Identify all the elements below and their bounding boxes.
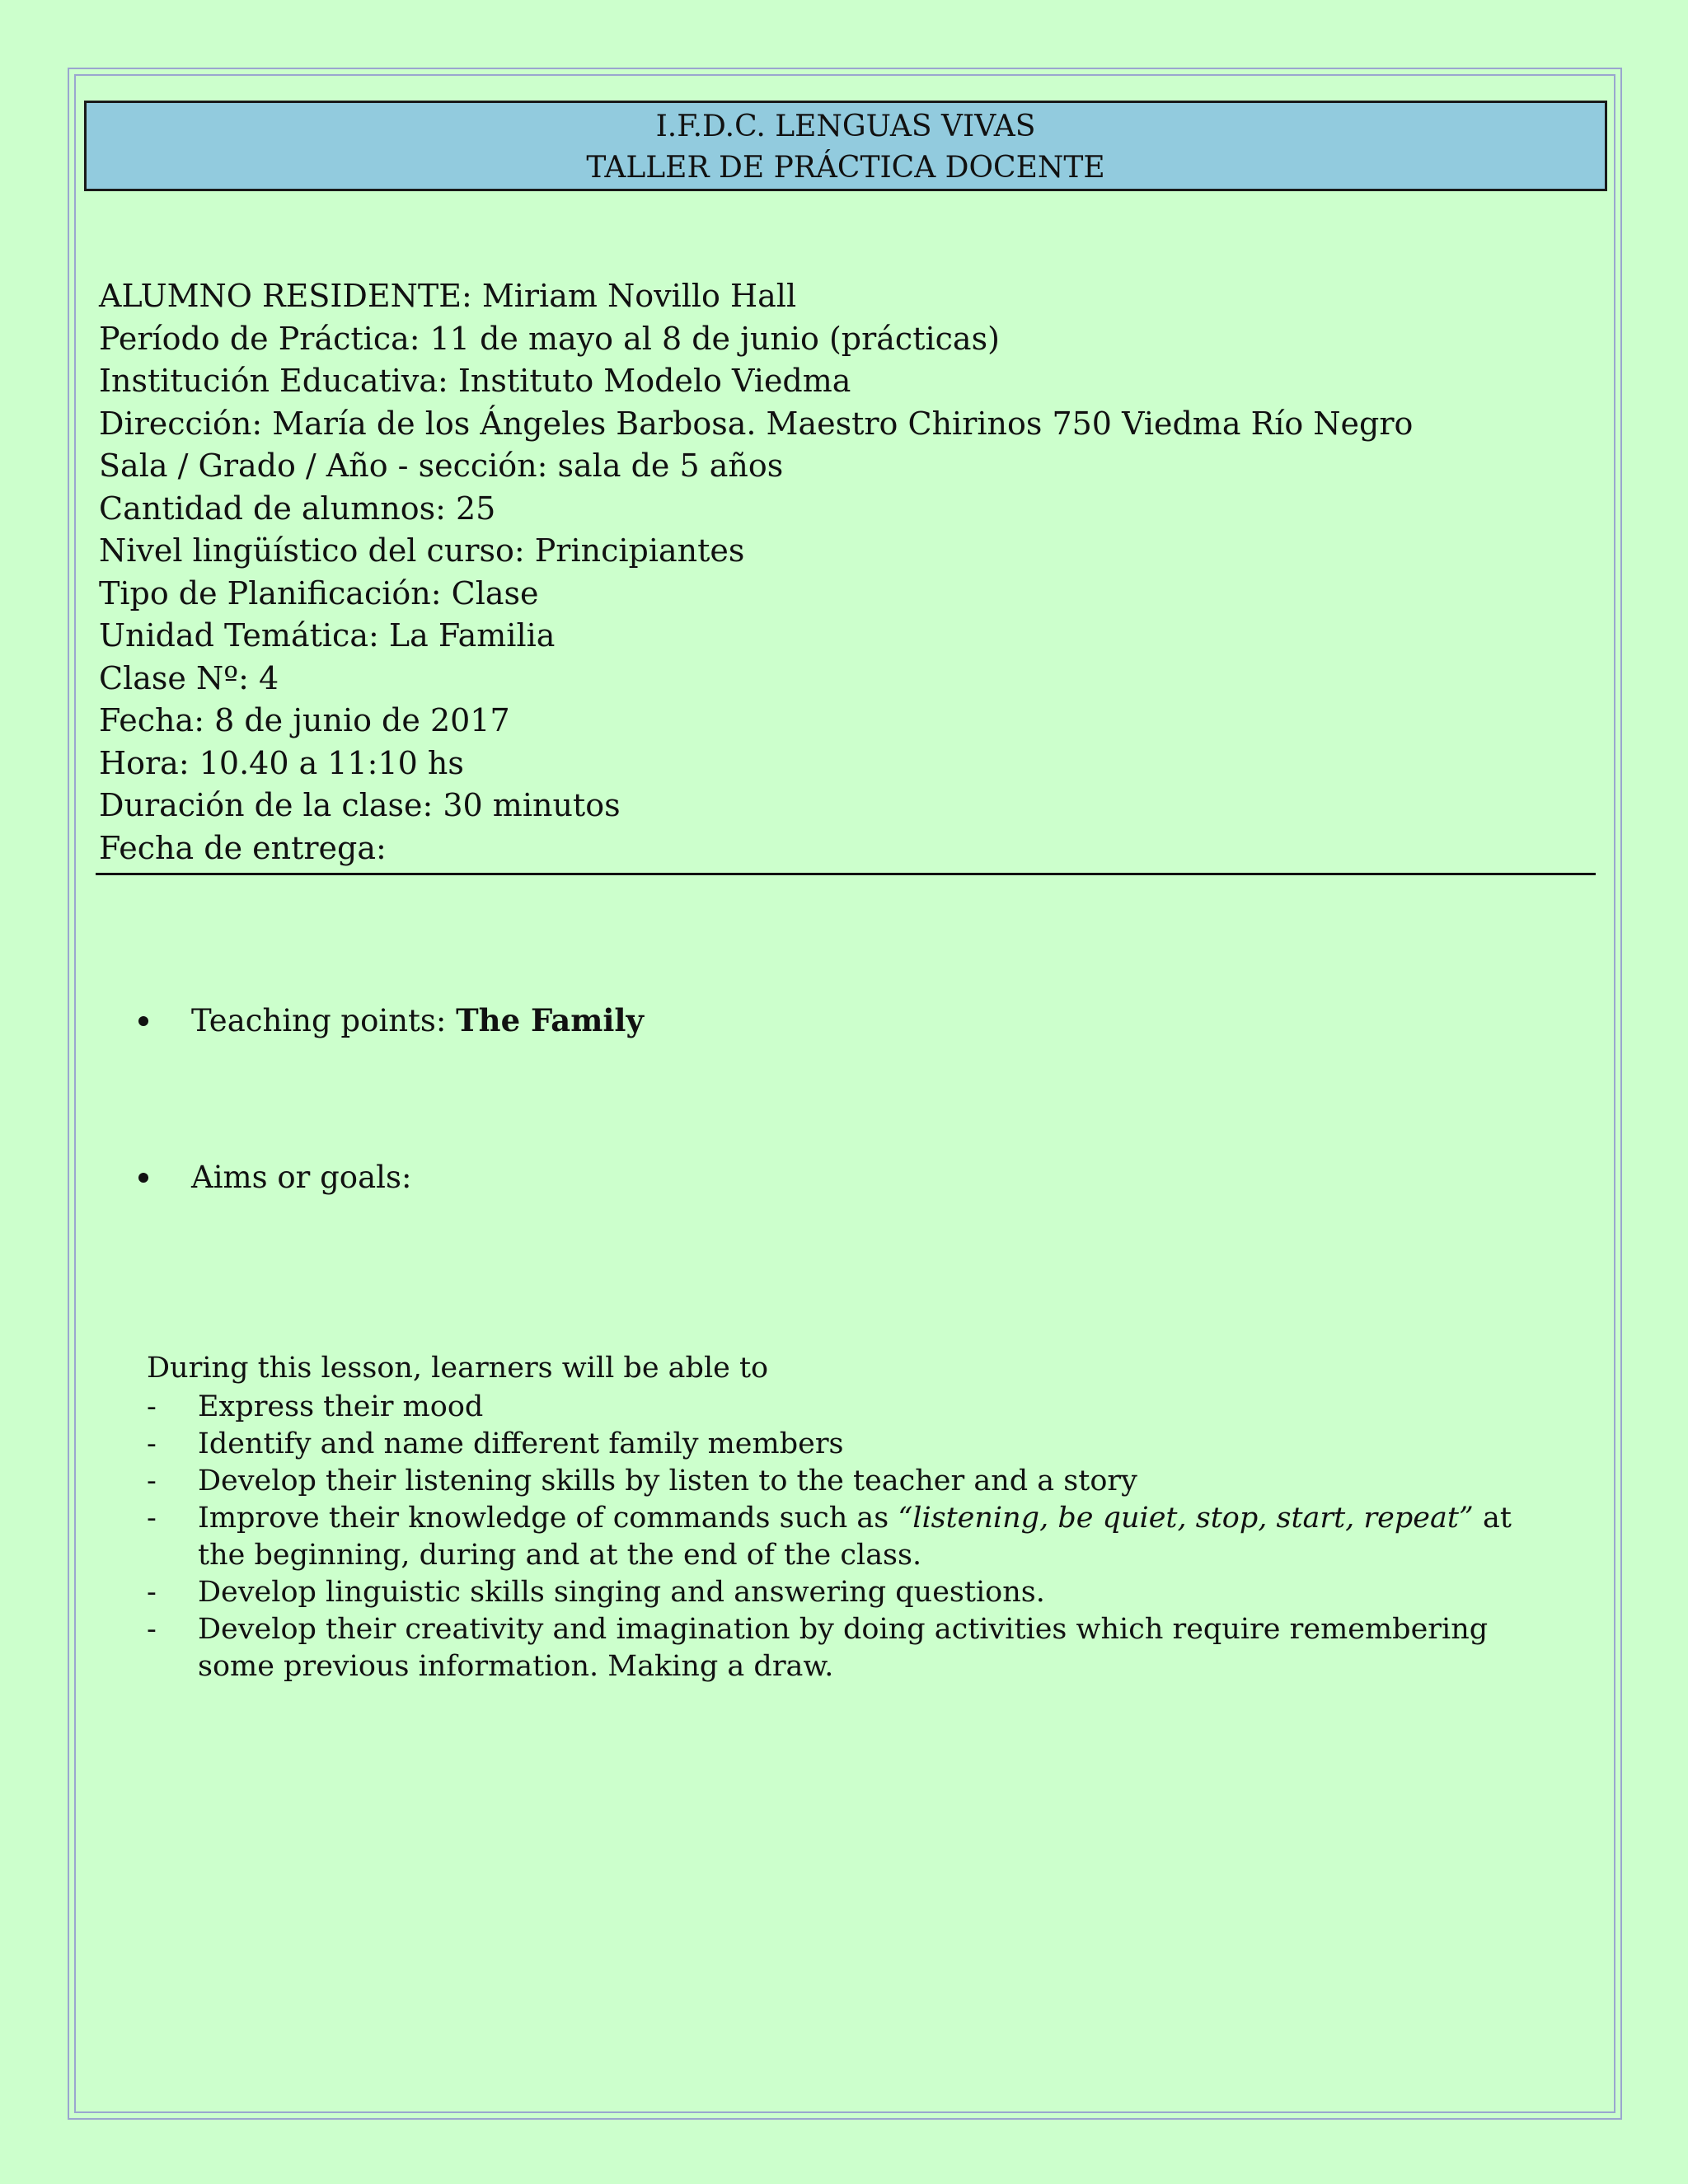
info-institution: Institución Educativa: Instituto Modelo Viedma (99, 363, 851, 399)
teaching-points-item (138, 1000, 644, 1042)
goal-text: Identify and name different family members (198, 1427, 844, 1460)
info-unit: Unidad Temática: La Familia (99, 617, 556, 654)
dash-marker: - (147, 1502, 157, 1535)
dash-marker: - (147, 1613, 157, 1646)
goal-text-after: at the beginning, during and at the end of the class. (198, 1502, 1512, 1572)
info-student: ALUMNO RESIDENTE: Miriam Novillo Hall (99, 278, 797, 314)
goal-item (147, 1611, 1548, 1685)
goal-item (147, 1426, 1548, 1463)
info-duration: Duración de la clase: 30 minutos (99, 787, 621, 823)
dash-marker: - (147, 1390, 157, 1423)
bullet-icon (138, 1173, 148, 1183)
info-level: Nivel lingüístico del curso: Principiantes (99, 532, 745, 569)
dash-marker: - (147, 1465, 157, 1497)
goal-commands-italic: “listening, be quiet, stop, start, repeat” (898, 1502, 1474, 1535)
goals-intro: During this lesson, learners will be able to (147, 1352, 769, 1385)
teaching-points-value: The Family (456, 1002, 644, 1038)
goal-text: Develop linguistic skills singing and answering questions. (198, 1576, 1045, 1609)
bullet-icon (138, 1016, 148, 1026)
info-plan-type: Tipo de Planificación: Clase (99, 574, 539, 612)
dash-marker: - (147, 1576, 157, 1609)
teaching-points-label: Teaching points: (191, 1003, 457, 1038)
goals-list (147, 1389, 1548, 1685)
goal-item (147, 1463, 1548, 1500)
header-institution: I.F.D.C. LENGUAS VIVAS (655, 110, 1036, 143)
info-period: Período de Práctica: 11 de mayo al 8 de junio (prácticas) (99, 320, 1000, 357)
aims-item (138, 1157, 411, 1198)
goal-item (147, 1389, 1548, 1426)
divider-line (96, 873, 1596, 875)
info-address: Dirección: María de los Ángeles Barbosa. Maestro Chirinos 750 Viedma Río Negro (99, 405, 1414, 442)
goal-item (147, 1500, 1548, 1574)
lesson-info (99, 275, 1599, 869)
info-grade: Sala / Grado / Año - sección: sala de 5 años (99, 448, 784, 484)
info-students-count: Cantidad de alumnos: 25 (99, 490, 496, 527)
goal-text: Express their mood (198, 1390, 484, 1423)
header-workshop: TALLER DE PRÁCTICA DOCENTE (586, 151, 1105, 185)
info-time: Hora: 10.40 a 11:10 hs (99, 744, 464, 781)
goal-text: Develop their creativity and imagination by doing activities which require remembering some previous information. Making a draw. (198, 1613, 1489, 1683)
document-header (84, 101, 1607, 191)
info-date: Fecha: 8 de junio de 2017 (99, 702, 510, 738)
aims-label: Aims or goals: (191, 1160, 412, 1195)
dash-marker: - (147, 1427, 157, 1460)
info-delivery-date: Fecha de entrega: (99, 829, 387, 866)
goal-text-before: Improve their knowledge of commands such as (198, 1502, 898, 1535)
info-class-number: Clase Nº: 4 (99, 659, 279, 696)
goal-item (147, 1574, 1548, 1611)
goal-text: Develop their listening skills by listen to the teacher and a story (198, 1465, 1137, 1497)
